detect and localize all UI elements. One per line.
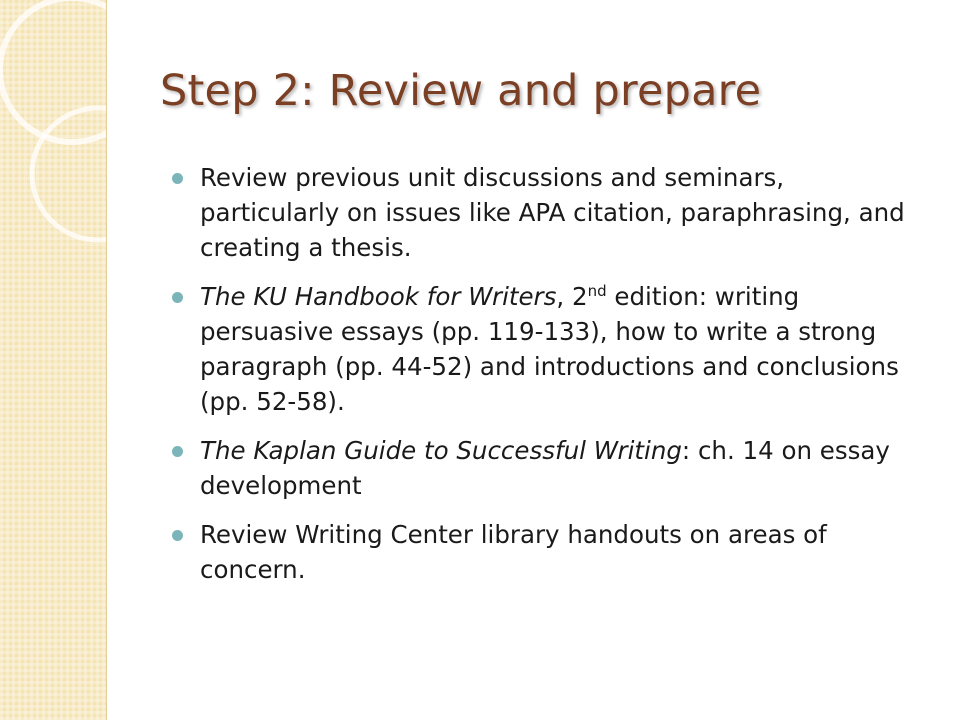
- bullet-dot-icon: [172, 446, 183, 457]
- bullet-item: [170, 279, 930, 419]
- bullet-dot-icon: [172, 530, 183, 541]
- book-title: The KU Handbook for Writers: [200, 282, 557, 311]
- bullet-item: [170, 160, 930, 265]
- bullet-item: [170, 433, 930, 503]
- bullet-text: , 2: [556, 282, 588, 311]
- book-title: The Kaplan Guide to Successful Writing: [200, 436, 682, 465]
- bullet-text: edition: writing persuasive essays (pp. 119-133), how to write a strong paragraph (pp. 44-52) and introductions and conclusions (pp. 52-58).: [200, 282, 899, 416]
- lower-ring: [32, 108, 106, 240]
- bullet-item: [170, 517, 930, 587]
- bullet-list: [170, 160, 930, 601]
- bullet-text: : ch. 14 on essay development: [200, 436, 890, 500]
- ordinal-suffix: nd: [587, 282, 607, 300]
- bullet-dot-icon: [172, 173, 183, 184]
- slide-title: Step 2: Review and prepare: [160, 66, 762, 116]
- decorative-sidebar: [0, 0, 107, 720]
- bullet-dot-icon: [172, 292, 183, 303]
- decorative-rings: [0, 0, 106, 720]
- bullet-text: Review previous unit discussions and seminars, particularly on issues like APA citation, paraphrasing, and creating a thesis.: [200, 163, 905, 262]
- bullet-text: Review Writing Center library handouts on areas of concern.: [200, 520, 827, 584]
- upper-ring: [0, 0, 106, 142]
